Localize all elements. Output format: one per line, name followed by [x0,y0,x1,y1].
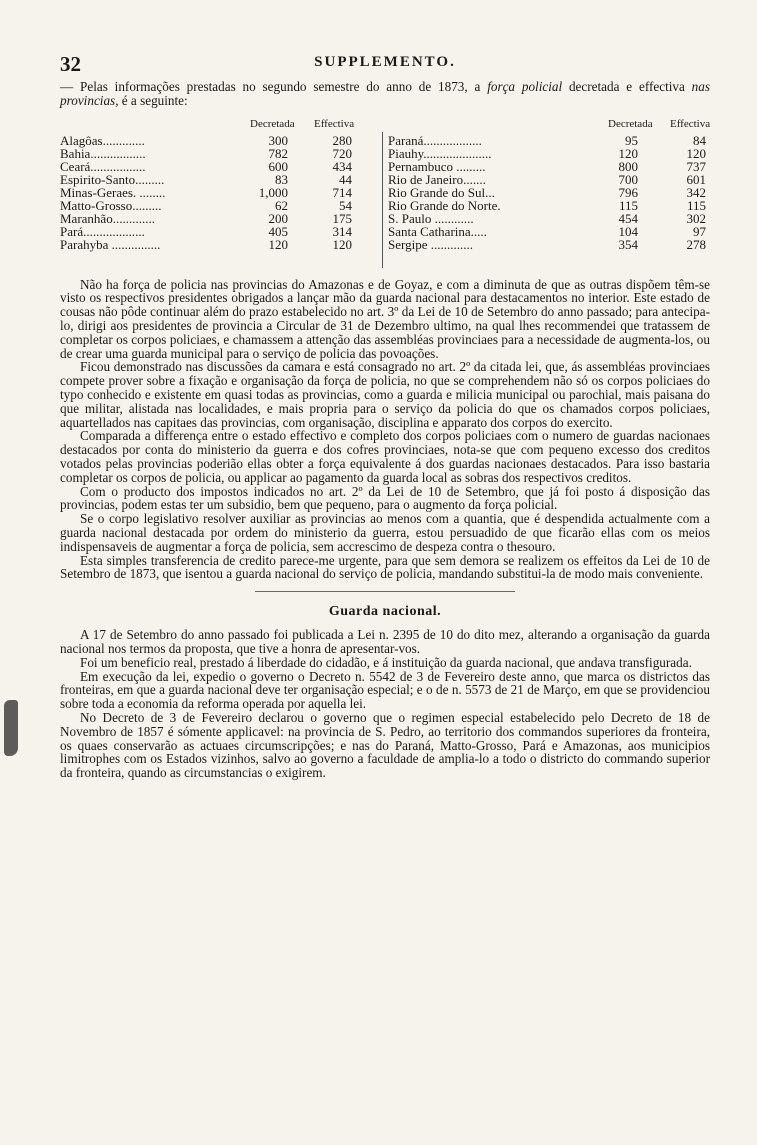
decretada-value: 95 [625,132,638,148]
effectiva-value: 280 [332,132,352,148]
decretada-value: 1,000 [258,184,288,200]
police-force-table [60,118,710,268]
province-name: Espirito-Santo......... [60,171,165,187]
table-row [388,173,710,186]
table-row [388,160,710,173]
effectiva-value: 44 [339,171,352,187]
decretada-value: 115 [618,198,638,214]
province-name: Bahia................. [60,145,146,161]
effectiva-value: 601 [686,171,706,187]
province-name: Alagôas............. [60,132,145,148]
province-name: Parahyba ............... [60,237,161,253]
effectiva-value: 434 [332,158,352,174]
page-header [60,52,710,74]
decretada-value: 454 [618,211,638,227]
province-name: Minas-Geraes. ........ [60,184,166,200]
table-row [388,147,710,160]
section-title: Guarda nacional. [328,604,442,620]
province-name: Rio de Janeiro....... [388,171,486,187]
effectiva-value: 97 [693,224,706,240]
decretada-value: 700 [618,171,638,187]
table-row [388,238,710,251]
header-decretada: Decretada [608,117,653,130]
header-effectiva: Effectiva [314,117,355,130]
effectiva-value: 342 [686,184,706,200]
decretada-value: 800 [618,158,638,174]
province-name: Rio Grande do Sul... [388,184,495,200]
effectiva-value: 737 [686,158,706,174]
page-number: 32 [60,52,81,76]
table-row [60,173,380,186]
table-row [60,147,380,160]
decretada-value: 83 [275,171,288,187]
province-name: Matto-Grosso......... [60,198,162,214]
effectiva-value: 175 [332,211,352,227]
paragraph: Comparada a differença entre o estado effectivo e completo dos corpos policiaes com o numero de guardas nacionaes destacados por conta do ministerio da guerra e dos cofres provinciaes, nota-se que com pequeno excesso dos creditos votados pelas provincias poderião ellas obter a força equivalente á dos guardas nacionaes destacados. Para isso bastaria completar os corpos de policia, ou applicar ao pagamento da guarda local as sobras dos respectivos creditos. [60,428,710,485]
header-effectiva: Effectiva [670,117,711,130]
province-name: Paraná.................. [388,132,482,148]
effectiva-value: 314 [332,224,352,240]
column-divider [382,132,383,268]
decretada-value: 120 [268,237,288,253]
effectiva-value: 115 [686,198,706,214]
province-name: Ceará................. [60,158,146,174]
table-row [388,134,710,147]
effectiva-value: 302 [686,211,706,227]
table-right-column [388,118,710,252]
province-name: Santa Catharina..... [388,224,487,240]
province-name: Maranhão............. [60,211,155,227]
effectiva-value: 720 [332,145,352,161]
paragraph: Em execução da lei, expedio o governo o Decreto n. 5542 de 3 de Fevereiro deste anno, que marca os districtos das fronteiras, em que a guarda nacional deve ter organisação especial; e o de n. 5573 de 21 de Março, em que se providenciou sobre toda a economia da reforma operada por aquella lei. [60,668,710,712]
decretada-value: 120 [618,145,638,161]
table-left-column [60,118,380,252]
decretada-value: 354 [618,237,638,253]
paragraph: Com o producto dos impostos indicados no art. 2º da Lei de 10 de Setembro, que já foi posto á disposição das provincias, podem estas ter um subsidio, bem que pequeno, para o augmento da força policial. [60,483,710,513]
decretada-value: 104 [618,224,638,240]
province-name: Pará................... [60,224,145,240]
page-edge-stain [4,700,18,756]
decretada-value: 300 [268,132,288,148]
effectiva-value: 84 [693,132,706,148]
paragraph: Ficou demonstrado nas discussões da camara e está consagrado no art. 2º da citada lei, que, ás assembléas provinciaes compete prover sobre a fixação e organisação da força de policia, no que se comprehendem não só os corpos policiaes do typo conhecido e existente em quasi todas as provincias, como a guarda e milicia municipal ou parochial, mais paisana do que militar, alistada nas localidades, e mais propria para o serviço da policia do que os chamados corpos policiaes, aquartellados nas capitaes das provincias, com organisação, disciplina e apparato dos corpos do exercito. [60,359,710,430]
effectiva-value: 120 [686,145,706,161]
decretada-value: 796 [618,184,638,200]
table-row [60,238,380,251]
paragraph: No Decreto de 3 de Fevereiro declarou o governo que o regimen especial estabelecido pelo Decreto de 18 de Novembro de 1857 é sómente applicavel: na provincia de S. Pedro, ao territorio dos commandos superiores da fronteira, os quaes conservarão as actuaes circumscripções; e nas do Paraná, Matto-Grosso, Pará e Amazonas, aos municipios limitrophes com os Estados vizinhos, salvo ao governo a faculdade de amplia-lo a todo o districto do commando superior da fronteira, quando as circumstancias o exigirem. [60,709,710,781]
decretada-value: 600 [268,158,288,174]
province-name: Sergipe ............. [388,237,473,253]
section-body [60,628,710,780]
paragraph: Esta simples transferencia de credito parece-me urgente, para que sem demora se realizem os effeitos da Lei de 10 de Setembro de 1873, que isentou a guarda nacional do serviço de policia, mandando substitui-la de modo mais conveniente. [60,552,710,582]
header-decretada: Decretada [250,117,295,130]
province-name: Piauhy..................... [388,145,492,161]
section-separator [255,591,515,592]
province-name: Rio Grande do Norte. [388,198,501,214]
body-text [60,278,710,582]
decretada-value: 200 [268,211,288,227]
intro-paragraph: — Pelas informações prestadas no segundo semestre do anno de 1873, a força policial decretada e effectiva nas provincias, é a seguinte: [60,79,710,108]
table-row [60,134,380,147]
decretada-value: 782 [268,145,288,161]
effectiva-value: 278 [686,237,706,253]
paragraph: Não ha força de policia nas provincias do Amazonas e de Goyaz, e com a diminuta de que as outras dispõem têm-se visto os respectivos presidentes obrigados a lançar mão da guarda nacional para destacamentos no interior. Este estado de cousas não pôde continuar além do prazo estabelecido no art. 3º da Lei de 10 de Setembro do anno passado; para antecipa-lo, dirigi aos presidentes de provincia a Circular de 31 de Dezembro ultimo, na qual lhes recommendei que tratassem de completar os corpos policiaes, e chamassem a attenção das assembléas provinciaes para a necessidade de augmenta-los, ou de crear uma guarda municipal para o serviço de policia das povoações. [60,276,710,361]
running-title: SUPPLEMENTO. [314,54,456,70]
paragraph: Se o corpo legislativo resolver auxiliar as provincias ao menos com a quantia, que é despendida actualmente com a guarda nacional destacada por ordem do ministerio da guerra, estou persuadido de que ficarão ellas com os meios indispensaveis de augmentar a força de policia, sem accrescimo de despeza contra o thesouro. [60,511,710,554]
table-row [60,160,380,173]
decretada-value: 405 [268,224,288,240]
decretada-value: 62 [275,198,288,214]
effectiva-value: 54 [339,198,352,214]
paragraph: A 17 de Setembro do anno passado foi publicada a Lei n. 2395 de 10 do dito mez, alterando a organisação da guarda nacional nos termos da proposta, que tive a honra de apresentar-vos. [60,627,710,656]
document-page [60,52,710,780]
effectiva-value: 714 [332,184,352,200]
province-name: S. Paulo ............ [388,211,474,227]
province-name: Pernambuco ......... [388,158,486,174]
effectiva-value: 120 [332,237,352,253]
paragraph: Foi um beneficio real, prestado á liberdade do cidadão, e á instituição da guarda nacional, que andava transfigurada. [80,654,692,670]
